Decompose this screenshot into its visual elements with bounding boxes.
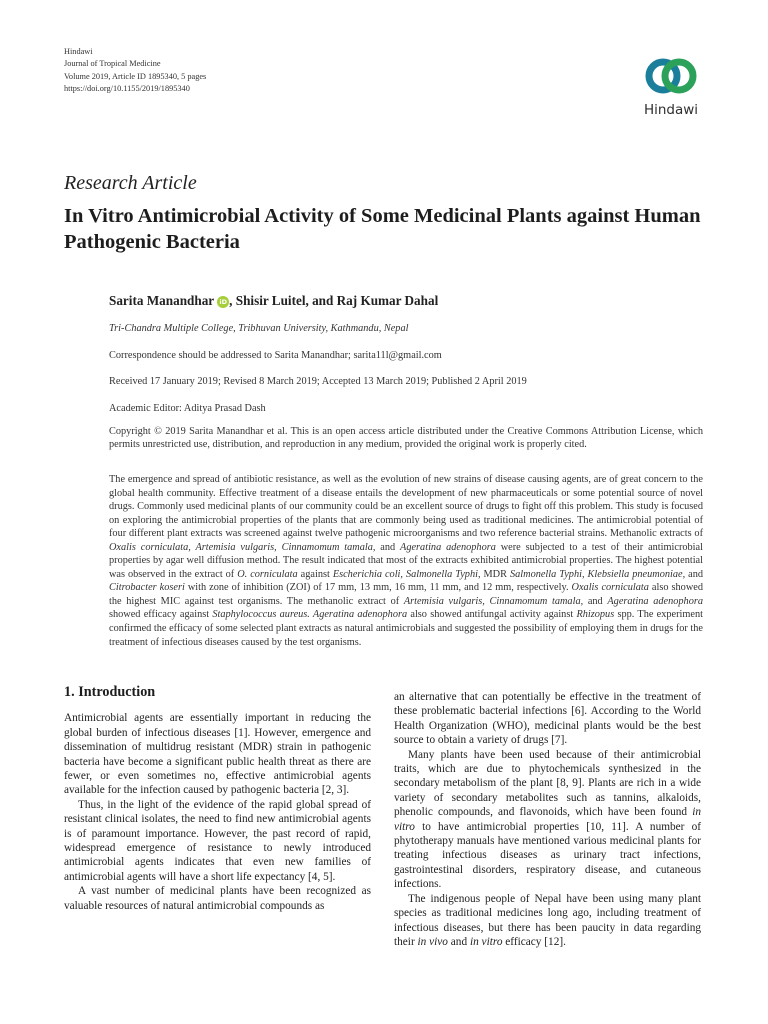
- article-type: Research Article: [64, 172, 197, 194]
- intro-paragraph-1: Antimicrobial agents are essentially important in reducing the global burden of infectious diseases [1]. However, emergence and dissemination of multidrug resistant (MDR) strain in pathogenic bacteria have become a significant public health threat as there are fewer, or even sometimes no, effective antimicrobial agents available for the infection caused by pathogenic bacteria [2, 3].: [64, 712, 371, 797]
- body-column-left: [64, 685, 371, 913]
- copyright-notice: Copyright © 2019 Sarita Manandhar et al. This is an open access article distributed under the Creative Commons Attribution License, which permits unrestricted use, distribution, and reproduction in any medium, provided the original work is properly cited.: [109, 426, 703, 450]
- body-column-right: [394, 690, 701, 949]
- journal-name: Journal of Tropical Medicine: [64, 59, 161, 69]
- journal-meta: [64, 46, 206, 96]
- author-others: , Shisir Luitel, and Raj Kumar Dahal: [229, 293, 439, 308]
- intro-paragraph-5: The indigenous people of Nepal have been using many plant species as traditional medicines long ago, including treatment of infectious diseases, but there has been paucity in data regarding their in vivo and in vitro efficacy [12].: [394, 892, 701, 948]
- intro-paragraph-4: Many plants have been used because of their antimicrobial traits, which are due to phytochemicals synthesized in the secondary metabolism of the plant [8, 9]. Plants are rich in a wide variety of secondary metabolites such as tannins, alkaloids, phenolic compounds, and flavonoids, which have been found in vitro to have antimicrobial properties [10, 11]. A number of phytotherapy manuals have mentioned various medicinal plants for treating infectious diseases as urinary tract infections, gastrointestinal disorders, respiratory disease, and cutaneous infections.: [394, 748, 701, 891]
- doi-link[interactable]: https://doi.org/10.1155/2019/1895340: [64, 84, 190, 94]
- affiliation: Tri-Chandra Multiple College, Tribhuvan University, Kathmandu, Nepal: [109, 323, 409, 334]
- publisher-name: Hindawi: [64, 47, 93, 56]
- intro-paragraph-3: A vast number of medicinal plants have been recognized as valuable resources of natural antimicrobial compounds as: [64, 885, 371, 912]
- academic-editor: Academic Editor: Aditya Prasad Dash: [109, 403, 266, 414]
- orcid-icon[interactable]: iD: [217, 296, 229, 308]
- intro-paragraph-2: Thus, in the light of the evidence of the rapid global spread of resistant clinical isolates, the need to find new antimicrobial agents is of paramount importance. However, the past record of rapid, widespread emergence of resistance to newly introduced antimicrobial agents indicates that even new families of antimicrobial agents will have a short life expectancy [4, 5].: [64, 798, 371, 883]
- article-title: In Vitro Antimicrobial Activity of Some Medicinal Plants against Human Pathogenic Bacteria: [64, 205, 701, 253]
- logo-text: Hindawi: [643, 102, 699, 118]
- hindawi-logo-icon: [645, 54, 697, 98]
- author-primary: Sarita Manandhar: [109, 293, 215, 308]
- abstract: The emergence and spread of antibiotic resistance, as well as the evolution of new strains of disease causing agents, are of great concern to the global health community. Effective treatment of a disease entails the development of new pharmaceuticals or some potential source of novel drugs. Commonly used medicinal plants of our community could be an excellent source of drugs to fight off this problem. This study is focused on exploring the antimicrobial properties of the plants that are commonly being used as traditional medicines. The antimicrobial potential of four different plant extracts was screened against twelve pathogenic microorganisms and two reference bacterial strains. Methanolic extracts of Oxalis corniculata, Artemisia vulgaris, Cinnamomum tamala, and Ageratina adenophora were subjected to a test of their antimicrobial properties by agar well diffusion method. The result indicated that most of the extracts exhibited antimicrobial properties. The highest potential was observed in the extract of O. corniculata against Escherichia coli, Salmonella Typhi, MDR Salmonella Typhi, Klebsiella pneumoniae, and Citrobacter koseri with zone of inhibition (ZOI) of 17 mm, 13 mm, 16 mm, 11 mm, and 12 mm, respectively. Oxalis corniculata also showed the highest MIC against test organisms. The methanolic extract of Artemisia vulgaris, Cinnamomum tamala, and Ageratina adenophora showed efficacy against Staphylococcus aureus. Ageratina adenophora also showed antifungal activity against Rhizopus spp. The experiment confirmed the efficacy of some selected plant extracts as natural antimicrobials and suggested the possibility of employing them in drugs for the treatment of infectious diseases caused by the test organisms.: [109, 474, 704, 648]
- intro-paragraph-3-continued: an alternative that can potentially be effective in the treatment of these problematic bacterial infections [6]. According to the World Health Organization (WHO), medicinal plants would be the best source to obtain a variety of drugs [7].: [394, 691, 701, 747]
- hindawi-logo: [626, 54, 716, 136]
- volume-line: Volume 2019, Article ID 1895340, 5 pages: [64, 71, 207, 81]
- correspondence: Correspondence should be addressed to Sarita Manandhar; sarita11l@gmail.com: [109, 350, 442, 361]
- section-heading-introduction: 1. Introduction: [64, 684, 156, 700]
- publication-dates: Received 17 January 2019; Revised 8 March 2019; Accepted 13 March 2019; Published 2 April 2019: [109, 376, 527, 387]
- author-list: [109, 293, 438, 309]
